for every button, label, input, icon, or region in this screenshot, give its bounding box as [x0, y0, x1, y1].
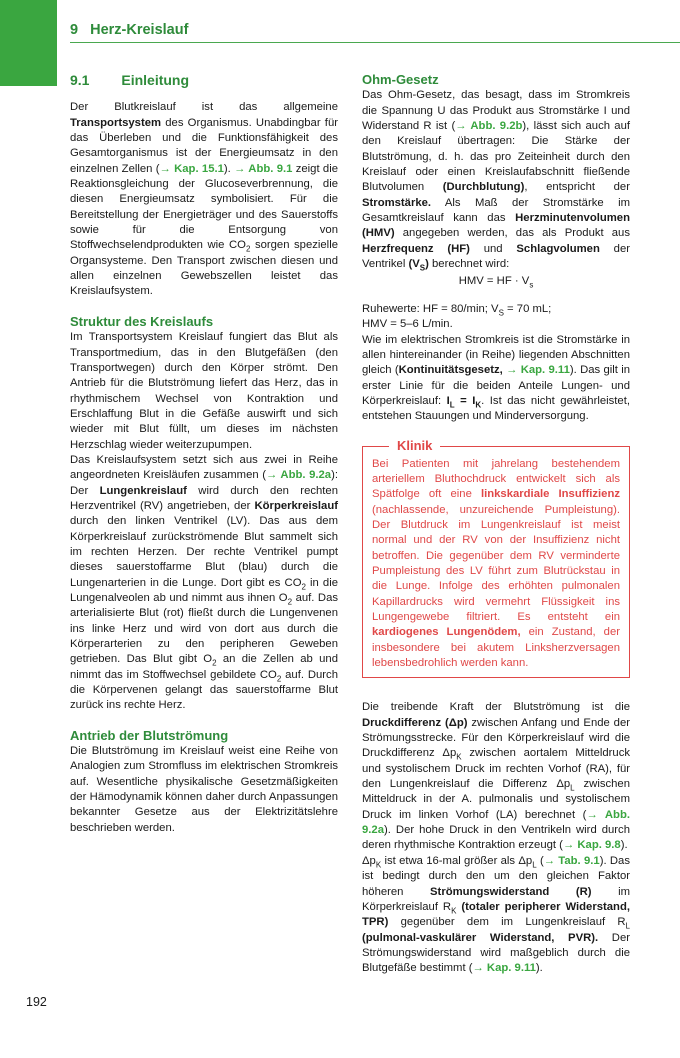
text-segment: Der Blutkreislauf ist das allgemeine: [70, 101, 338, 114]
text-segment: der Ventrikel: [362, 242, 630, 271]
cross-reference[interactable]: → Kap. 9.8: [562, 839, 621, 852]
text-segment: K: [456, 752, 462, 762]
page-number: 192: [26, 995, 47, 1009]
text-segment: Herzfrequenz (HF): [362, 242, 470, 255]
text-segment: ), lässt sich auch auf den Kreislauf übertragen: Die Stärke der Blutströmung, d. h. das pro Zeiteinheit durch den Kreislauf oder einen Kreislaufabschnitt fließende Blutvolumen: [362, 120, 630, 194]
text-segment: (: [536, 854, 544, 867]
section-heading: [70, 73, 338, 88]
text-segment: auf. Das arterialisierte Blut (rot) fließt durch die Lungenvenen ins linke Herz und wird von dort aus durch die Körperarterien zu den peripheren Geweben getrieben. Das Blut gibt O: [70, 592, 338, 666]
text-segment: ): Der: [70, 469, 338, 497]
text-segment: zwischen aortalem Mitteldruck und systolischem Druck im rechten Vorhof (RA), für den Lungenkreislauf die Differenz Δp: [362, 747, 630, 791]
cross-reference[interactable]: → Kap. 9.11: [472, 962, 536, 975]
text-segment: = I: [454, 394, 476, 407]
cross-reference[interactable]: → Kap. 15.1: [159, 162, 224, 175]
cross-reference[interactable]: → Kap. 9.11: [506, 364, 570, 377]
text-segment: Die treibende Kraft der Blutströmung ist die: [362, 701, 630, 714]
text-segment: 2: [301, 581, 306, 591]
text-segment: Druckdifferenz (Δp): [362, 716, 468, 729]
text-segment: S: [419, 263, 426, 273]
text-segment: S: [498, 308, 504, 318]
text-segment: (totaler peripherer Widerstand, TPR): [362, 900, 630, 929]
klinik-text: [372, 457, 620, 672]
klinik-box: [362, 437, 630, 679]
text-segment: = 70 mL;: [503, 302, 552, 315]
hmv-value: HMV = 5–6 L/min.: [362, 318, 453, 331]
klinik-title: Klinik: [389, 438, 440, 453]
text-segment: Als Maß der Stromstärke im Gesamtkreislauf kann das: [362, 196, 630, 225]
text-segment: Wie im elektrischen Stromkreis ist die Stromstärke in allen hintereinander (in Reihe) liegenden Abschnitten gleich (: [362, 333, 630, 377]
text-segment: gegenüber dem im Lungenkreislauf R: [388, 916, 626, 929]
text-segment: . Ist das nicht gewährleistet, entstehen Stauungen und Minderversorgung.: [362, 394, 630, 423]
text-segment: I: [446, 394, 450, 407]
text-segment: Strömungswiderstand (R): [430, 885, 592, 898]
text-segment: ).: [535, 962, 543, 975]
text-segment: s: [529, 280, 534, 290]
text-segment: 2: [212, 658, 217, 668]
heading-ohm: Ohm-Gesetz: [362, 72, 439, 87]
intro-paragraph: [70, 100, 338, 299]
text-segment: Ruhewerte: HF = 80/min; V: [362, 302, 499, 315]
text-segment: kardiogenes Lungenödem,: [372, 626, 521, 639]
text-segment: K: [375, 860, 382, 870]
text-segment: angegeben werden, das als Produkt aus: [394, 227, 630, 240]
text-segment: , entspricht der: [524, 181, 630, 194]
heading-struktur: Struktur des Kreislaufs: [70, 313, 214, 329]
chapter-number: 9: [70, 22, 79, 38]
left-column: [70, 70, 338, 836]
text-segment: K: [475, 400, 482, 410]
text-segment: ). Das ist bedingt durch den um den gleichen Faktor höheren: [362, 854, 630, 898]
text-segment: Transportsystem: [70, 116, 162, 129]
text-segment: linkskardiale Insuffizienz: [480, 488, 621, 501]
text-segment: Schlagvolumen: [516, 242, 600, 255]
text-segment: Kontinuitätsgesetz,: [398, 364, 503, 377]
rest-values: [362, 302, 630, 317]
section-title: Einleitung: [121, 72, 190, 88]
text-segment: L: [449, 400, 455, 410]
antrieb-paragraph: [70, 744, 338, 836]
text-segment: ). Der hohe Druck in den Ventrikeln wird durch deren rhythmische Kontraktion erzeugt (: [362, 824, 630, 852]
text-segment: Stromstärke.: [362, 196, 432, 209]
text-segment: an die Zellen ab und nimmt das im Stoffwechsel gebildete CO: [70, 653, 338, 681]
text-segment: 2: [287, 597, 293, 607]
text-segment: L: [625, 921, 630, 931]
text-segment: L: [570, 783, 575, 793]
text-segment: ): [425, 258, 429, 271]
text-segment: des Organismus. Unabdingbar für das Überleben und die Funktionsfähigkeit des Gesamtorganismus ist der Energieumsatz in den einzelnen Zellen (: [70, 116, 338, 175]
text-segment: in die Lungenalveolen ab und nimmt aus ihnen O: [70, 576, 338, 604]
struktur-paragraph-2: [70, 453, 338, 714]
text-segment: ein Zustand, der insbesondere bei akutem Linksherzversagen lebensbedrohlich werden kann.: [372, 626, 621, 670]
text-segment: 2: [276, 673, 282, 683]
text-segment: zwischen Mitteldruck in der A. pulmonalis und systolischem Druck im linken Vorhof (LA) berechnet (: [362, 778, 630, 821]
cross-reference[interactable]: → Abb. 9.2a: [265, 469, 332, 482]
text-segment: Das Kreislaufsystem setzt sich aus zwei in Reihe angeordneten Kreisläufen zusammen (: [70, 453, 338, 482]
text-segment: ist etwa 16-mal größer als Δp: [381, 854, 533, 867]
druckdifferenz-paragraph: [362, 700, 630, 853]
text-segment: ).: [223, 162, 235, 175]
text-segment: K: [451, 906, 457, 916]
text-segment: sorgen spezielle Organsysteme. Den Transport zwischen diesen und allen einzelnen Gewebszellen leistet das Kreislaufsystem.: [70, 239, 338, 298]
text-segment: 2: [245, 244, 251, 254]
text-segment: Körperkreislauf: [254, 499, 338, 512]
text-segment: und: [469, 242, 517, 255]
text-segment: Lungenkreislauf: [99, 484, 187, 497]
text-segment: ). Das gilt in erster Linie für die beiden Anteile Lungen- und Körperkreislauf:: [362, 364, 631, 407]
text-segment: Der Strömungswiderstand wird maßgeblich durch die Blutgefäße bestimmt (: [362, 931, 631, 975]
cross-reference[interactable]: → Abb. 9.2a: [362, 808, 630, 837]
text-segment: auf. Durch die Körpervenen gelangt das sauerstoffarme Blut zurück ins rechte Herz.: [70, 668, 338, 712]
text-segment: zwischen Anfang und Ende der Strömungsstrecke. Für den Körperkreislauf wird die Druckdifferenz Δp: [362, 716, 630, 760]
text-segment: (V: [408, 258, 420, 271]
ohm-paragraph: [362, 88, 630, 272]
text-segment: (Durchblutung): [442, 181, 525, 194]
text-segment: Die Blutströmung im Kreislauf weist eine Reihe von Analogien zum Stromfluss im elektrischen Stromkreis auf. Wesentliche physikalische Gesetzmäßigkeiten der Hämodynamik können daher durch Anpassungen bekannter Gesetze aus der Elektrizitätslehre beschrieben werden.: [70, 745, 338, 834]
text-segment: wird durch den rechten Herzventrikel (RV) angetrieben, der: [70, 484, 338, 512]
cross-reference[interactable]: → Abb. 9.2b: [455, 120, 523, 133]
text-segment: durch den linken Ventrikel (LV). Das aus dem Körperkreislauf zurückströmende Blut sammelt sich im rechten Herzen. Der rechte Ventrikel pumpt dieses sauerstoffarme Blut (blau) durch die Lungenarterien in die Lunge. Dort gibt es CO: [70, 515, 338, 589]
chapter-header: [70, 22, 680, 43]
widerstand-paragraph: [362, 854, 630, 977]
chapter-tab: [0, 0, 57, 86]
heading-antrieb: Antrieb der Blutströmung: [70, 727, 229, 743]
text-segment: berechnet wird:: [428, 258, 510, 271]
text-segment: Bei Patienten mit jahrelang bestehendem arteriellem Bluthochdruck entwickelt sich als Spätfolge oft eine: [372, 457, 620, 501]
cross-reference[interactable]: → Tab. 9.1: [543, 854, 600, 867]
text-segment: HMV = HF · V: [458, 275, 530, 288]
section-number: 9.1: [70, 72, 90, 88]
text-segment: (nachlassende, unzureichende Pumpleistung). Der Blutdruck im Lungenkreislauf ist meist normal und der RV von der Insuffizienz nicht betroffen. Die gegenüber dem RV verminderte Pumpleistung des LV führt zum Blutrückstau in die Lunge. Infolge des erhöhten pulmonalen Kapillardrucks wird vermehrt Flüssigkeit ins Lungengewebe filtriert. Es entsteht ein: [372, 503, 620, 623]
text-segment: ).: [620, 839, 628, 852]
cross-reference[interactable]: → Abb. 9.1: [234, 162, 293, 175]
struktur-paragraph-1: [70, 330, 338, 453]
text-segment: zeigt die Reaktionsgleichung der Glucoseverbrennung, die diesen Energieumsatz symbolisiert. Für die Bereitstellung der Energieträger und des Sauerstoffs sowie für die Entsorgung von Stoffwechselendprodukten wie CO: [70, 162, 338, 252]
text-segment: im Körperkreislauf R: [362, 885, 630, 913]
text-segment: Δp: [362, 854, 376, 867]
text-segment: Herzminutenvolumen (HMV): [362, 212, 630, 240]
kontinuitaet-paragraph: [362, 333, 630, 425]
chapter-title: Herz-Kreislauf: [90, 22, 189, 38]
hmv-formula: [362, 274, 630, 289]
text-segment: Das Ohm-Gesetz, das besagt, dass im Stromkreis die Spannung U das Produkt aus Stromstärke I und Widerstand R ist (: [362, 89, 630, 133]
text-segment: (pulmonal-vaskulärer Widerstand, PVR).: [362, 931, 599, 944]
text-segment: L: [532, 860, 537, 870]
right-column: [362, 70, 630, 977]
text-segment: Im Transportsystem Kreislauf fungiert das Blut als Transportmedium, das in den Blutgefäßen (den Transportwegen) durch den Körper strömt. Den Antrieb für die Blutströmung liefert das Herz, das in rhythmischem Wechsel von Kontraktion und Erschlaffung Blut in die Gefäße auswirft und sich wieder mit Blut füllt, um dieses im nächsten Herzschlag wieder weiterzupumpen.: [70, 331, 338, 451]
